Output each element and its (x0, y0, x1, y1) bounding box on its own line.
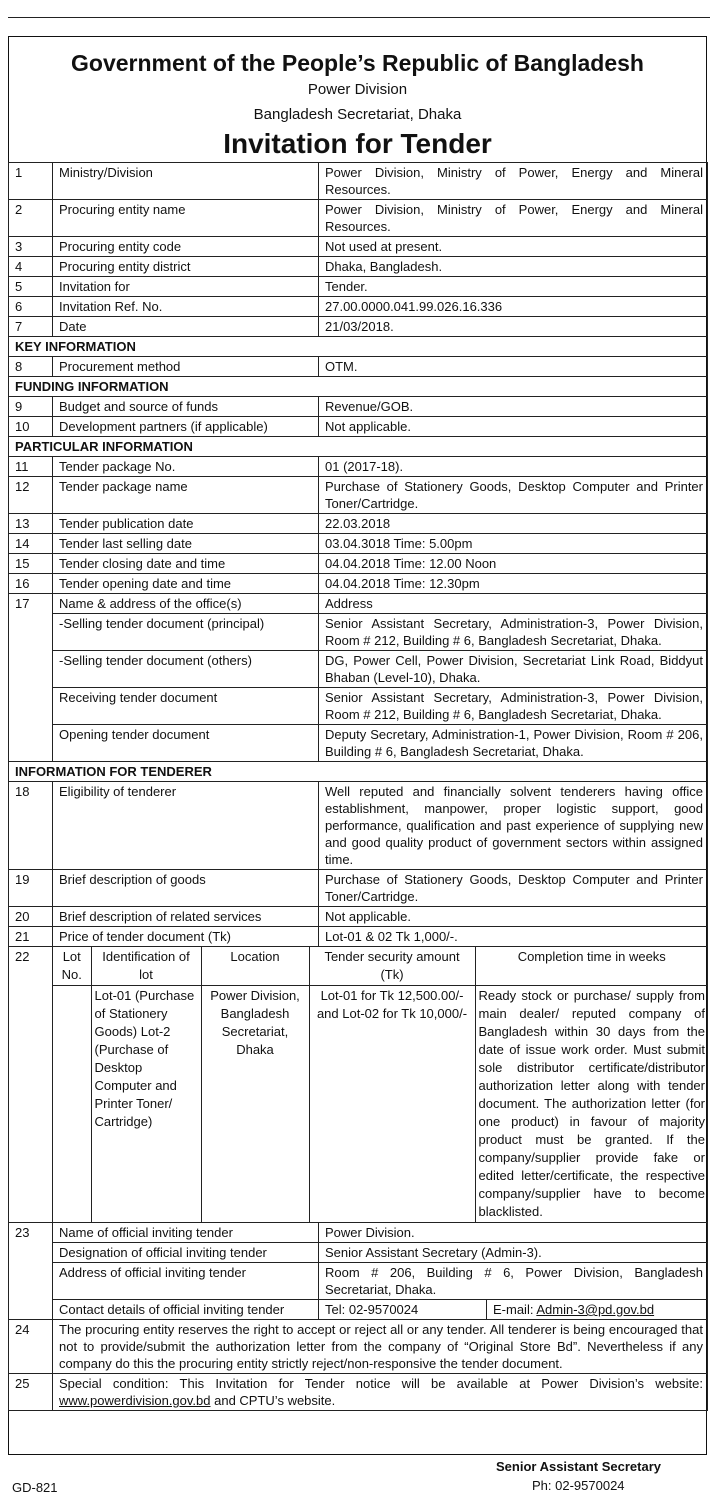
lot-header-row (53, 947, 708, 986)
section-header-row (9, 337, 708, 357)
lot-header-location: Location (201, 947, 309, 986)
row-number: 21 (9, 927, 53, 947)
table-row (9, 477, 708, 514)
row-number: 24 (9, 1320, 53, 1374)
row-value: Power Division, Ministry of Power, Energy and Mineral Resources. (319, 163, 708, 200)
row-number: 5 (9, 277, 53, 297)
row-value: Revenue/GOB. (319, 397, 708, 417)
row-value: Tender. (319, 277, 708, 297)
row-number: 11 (9, 457, 53, 477)
row-label: Procuring entity code (53, 237, 319, 257)
row-value: Not applicable. (319, 417, 708, 437)
table-row (9, 534, 708, 554)
lot-header-security: Tender security amount (Tk) (309, 947, 475, 986)
table-row (9, 651, 708, 688)
table-row (9, 317, 708, 337)
government-title: Government of the People’s Republic of Bangladesh (71, 50, 644, 76)
contact-cell (319, 1300, 708, 1320)
row-value: Deputy Secretary, Administration-1, Power Division, Room # 206, Building # 6, Bangladesh Secretariat, Dhaka. (319, 725, 708, 762)
row-label: Procuring entity name (53, 200, 319, 237)
table-row (9, 782, 708, 870)
table-row (9, 237, 708, 257)
table-row (9, 725, 708, 762)
row-number: 2 (9, 200, 53, 237)
contact-email-wrap (487, 1300, 658, 1319)
row-number: 10 (9, 417, 53, 437)
row-label: Opening tender document (53, 725, 319, 762)
row-number: 9 (9, 397, 53, 417)
row-label: Invitation for (53, 277, 319, 297)
row-label: Tender opening date and time (53, 574, 319, 594)
table-row (9, 397, 708, 417)
table-row (9, 200, 708, 237)
row-label: Eligibility of tenderer (53, 782, 319, 870)
section-header: PARTICULAR INFORMATION (9, 437, 708, 457)
row-number: 25 (9, 1374, 53, 1411)
row-value: 04.04.2018 Time: 12.30pm (319, 574, 708, 594)
row-text: The procuring entity reserves the right to accept or reject all or any tender. All tenderer is being encouraged that not to provide/submit the authorization letter from the company of “Original Store Bd”. Nevertheless if any company do this the procuring entity strictly reject/non-responsive the tender document. (53, 1320, 708, 1374)
row-number: 15 (9, 554, 53, 574)
section-header: INFORMATION FOR TENDERER (9, 762, 708, 782)
row-value: Senior Assistant Secretary, Administration-3, Power Division, Room # 212, Building # 6, Bangladesh Secretariat, Dhaka. (319, 688, 708, 725)
lot-header-lot: Lot No. (53, 947, 91, 986)
row-label: -Selling tender document (principal) (53, 614, 319, 651)
lot-table (53, 947, 708, 1222)
row-value: 04.04.2018 Time: 12.00 Noon (319, 554, 708, 574)
page-title: Invitation for Tender (223, 128, 492, 159)
row-value: 27.00.0000.041.99.026.16.336 (319, 297, 708, 317)
section-header: FUNDING INFORMATION (9, 377, 708, 397)
table-row (9, 574, 708, 594)
row-label: Receiving tender document (53, 688, 319, 725)
row-label: Brief description of related services (53, 907, 319, 927)
row-value: 03.04.3018 Time: 5.00pm (319, 534, 708, 554)
table-row (9, 1243, 708, 1263)
table-row (9, 554, 708, 574)
row-value: 01 (2017-18). (319, 457, 708, 477)
row-number: 22 (9, 947, 53, 1223)
lot-data-row (53, 986, 708, 1223)
section-header-row (9, 762, 708, 782)
table-row (9, 614, 708, 651)
lot-location: Power Division, Bangladesh Secretariat, Dhaka (201, 986, 309, 1223)
row-number: 8 (9, 357, 53, 377)
row-number: 23 (9, 1223, 53, 1320)
condition-text-a: Special condition: This Invitation for Tender notice will be available at Power Division’s website: (59, 1376, 703, 1391)
row-label: Development partners (if applicable) (53, 417, 319, 437)
row-value: 22.03.2018 (319, 514, 708, 534)
table-row (9, 907, 708, 927)
contact-split (319, 1300, 707, 1319)
row-label: Tender package No. (53, 457, 319, 477)
row-label: Budget and source of funds (53, 397, 319, 417)
lot-completion: Ready stock or purchase/ supply from main dealer/ reputed company of Bangladesh within 30 days from the date of issue work order. Must submit sole distributor certificate/distributor authorization letter along with tender document. The authorization letter (for one product) in favour of majority product must be granted. If the company/supplier provide fake or edited letter/certificate, the respective company/supplier have to become blacklisted. (475, 986, 708, 1223)
row-label: -Selling tender document (others) (53, 651, 319, 688)
row-label: Designation of official inviting tender (53, 1243, 319, 1263)
row-label: Invitation Ref. No. (53, 297, 319, 317)
row-number: 18 (9, 782, 53, 870)
row-value: Lot-01 & 02 Tk 1,000/-. (319, 927, 708, 947)
row-number: 20 (9, 907, 53, 927)
table-row (9, 1223, 708, 1243)
section-header-row (9, 377, 708, 397)
row-label: Procurement method (53, 357, 319, 377)
row-value: Senior Assistant Secretary, Administration-3, Power Division, Room # 212, Building # 6, Bangladesh Secretariat, Dhaka. (319, 614, 708, 651)
row-number: 16 (9, 574, 53, 594)
row-text (53, 1374, 708, 1411)
row-label: Tender publication date (53, 514, 319, 534)
notice-code: GD-821 (12, 1480, 58, 1495)
row-value: Dhaka, Bangladesh. (319, 257, 708, 277)
row-value: Well reputed and financially solvent tenderers having office establishment, manpower, proper logistic support, good performance, qualification and past experience of supplying new and good quality product of government sectors within assigned time. (319, 782, 708, 870)
row-value: OTM. (319, 357, 708, 377)
row-label: Address of official inviting tender (53, 1263, 319, 1300)
table-row (9, 1300, 708, 1320)
row-label: Ministry/Division (53, 163, 319, 200)
section-header: KEY INFORMATION (9, 337, 708, 357)
row-number: 13 (9, 514, 53, 534)
lot-header-identification: Identification of lot (91, 947, 201, 986)
row-label: Name & address of the office(s) (53, 594, 319, 614)
row-label: Price of tender document (Tk) (53, 927, 319, 947)
table-row (9, 870, 708, 907)
row-value: Power Division. (319, 1223, 708, 1243)
row-label: Tender package name (53, 477, 319, 514)
row-number: 12 (9, 477, 53, 514)
division-address: Bangladesh Secretariat, Dhaka (253, 106, 462, 123)
signatory-title: Senior Assistant Secretary (496, 1459, 661, 1474)
contact-email-link[interactable]: Admin-3@pd.gov.bd (536, 1302, 655, 1317)
row-value: Purchase of Stationery Goods, Desktop Computer and Printer Toner/Cartridge. (319, 870, 708, 907)
row-value: DG, Power Cell, Power Division, Secretariat Link Road, Biddyut Bhaban (Level-10), Dhaka. (319, 651, 708, 688)
row-number: 17 (9, 594, 53, 762)
table-row (9, 163, 708, 200)
table-row (9, 417, 708, 437)
table-row (9, 277, 708, 297)
row-value: Senior Assistant Secretary (Admin-3). (319, 1243, 708, 1263)
signatory-phone: Ph: 02-9570024 (532, 1478, 625, 1493)
table-row (9, 297, 708, 317)
row-label: Name of official inviting tender (53, 1223, 319, 1243)
table-row (9, 1263, 708, 1300)
row-value: Power Division, Ministry of Power, Energy and Mineral Resources. (319, 200, 708, 237)
row-value: Purchase of Stationery Goods, Desktop Computer and Printer Toner/Cartridge. (319, 477, 708, 514)
section-header-row (9, 437, 708, 457)
website-link[interactable]: www.powerdivision.gov.bd (59, 1393, 211, 1408)
row-value: Room # 206, Building # 6, Power Division, Bangladesh Secretariat, Dhaka. (319, 1263, 708, 1300)
lot-security: Lot-01 for Tk 12,500.00/- and Lot-02 for Tk 10,000/- (309, 986, 475, 1223)
lot-table-cell (53, 947, 708, 1223)
row-value: Address (319, 594, 708, 614)
lot-number (53, 986, 91, 1223)
row-label: Contact details of official inviting tender (53, 1300, 319, 1320)
table-row (9, 514, 708, 534)
row-number: 3 (9, 237, 53, 257)
table-row (9, 688, 708, 725)
row-label: Tender closing date and time (53, 554, 319, 574)
row-number: 1 (9, 163, 53, 200)
tender-table (8, 162, 708, 1411)
row-label: Date (53, 317, 319, 337)
row-value: 21/03/2018. (319, 317, 708, 337)
table-row (9, 257, 708, 277)
row-label: Procuring entity district (53, 257, 319, 277)
table-row (9, 357, 708, 377)
division-name: Power Division (307, 81, 408, 98)
table-row (9, 1374, 708, 1411)
row-number: 19 (9, 870, 53, 907)
lot-header-completion: Completion time in weeks (475, 947, 708, 986)
condition-text-b: and CPTU’s website. (210, 1393, 336, 1408)
contact-tel: Tel: 02-9570024 (319, 1300, 487, 1319)
row-number: 6 (9, 297, 53, 317)
contact-email-label: E-mail: (493, 1302, 537, 1317)
table-row (9, 594, 708, 614)
lot-row (9, 947, 708, 1223)
table-row (9, 457, 708, 477)
row-value: Not used at present. (319, 237, 708, 257)
table-row (9, 927, 708, 947)
row-value: Not applicable. (319, 907, 708, 927)
row-label: Tender last selling date (53, 534, 319, 554)
table-row (9, 1320, 708, 1374)
top-rule (8, 17, 710, 18)
row-label: Brief description of goods (53, 870, 319, 907)
row-number: 4 (9, 257, 53, 277)
row-number: 7 (9, 317, 53, 337)
lot-identification: Lot-01 (Purchase of Stationery Goods) Lot-2 (Purchase of Desktop Computer and Printer Toner/ Cartridge) (91, 986, 201, 1223)
row-number: 14 (9, 534, 53, 554)
